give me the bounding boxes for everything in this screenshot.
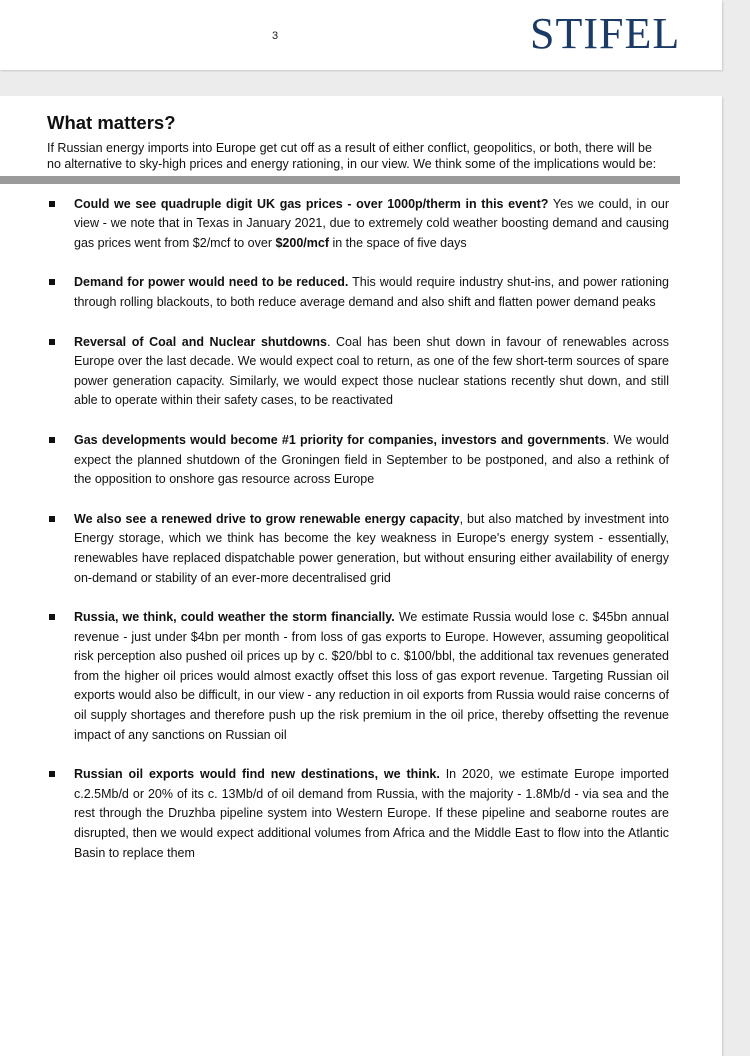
item-lead: Could we see quadruple digit UK gas prices - over 1000p/therm in this event? <box>74 196 549 211</box>
bullet-icon <box>49 516 55 522</box>
list-item <box>47 608 669 745</box>
item-lead: Russian oil exports would find new destinations, we think. <box>74 767 440 782</box>
item-text: We estimate Russia would lose c. $45bn annual revenue - just under $4bn per month - from loss of gas exports to Europe. However, assuming geopolitical risk perception also pushed oil prices up by c. $20/bbl to c. $100/bbl, the additional tax revenues generated from the higher oil prices would almost exactly offset this loss of gas export revenue. Targeting Russian oil exports would also be difficult, in our view - any reduction in oil exports from Russia would raise concerns of oil supply shortages and therefore push up the risk premium in the oil price, thereby offsetting the revenue impact of any sanctions on Russian oil <box>74 610 669 742</box>
bullet-icon <box>49 771 55 777</box>
item-lead: Reversal of Coal and Nuclear shutdowns <box>74 334 327 349</box>
item-text: In 2020, we estimate Europe imported c.2.5Mb/d or 20% of its c. 13Mb/d of oil demand from Russia, with the majority - 1.8Mb/d - via sea and the rest through the Druzhba pipeline system into Western Europe. If these pipeline and seaborne routes are disrupted, then we would expect additional volumes from Africa and the Middle East to flow into the Atlantic Basin to replace them <box>74 767 669 860</box>
item-emphasis: $200/mcf <box>275 235 329 250</box>
item-lead: Russia, we think, could weather the storm financially. <box>74 610 395 625</box>
item-lead: We also see a renewed drive to grow renewable energy capacity <box>74 511 460 526</box>
list-item <box>47 195 669 254</box>
bullet-icon <box>49 614 55 620</box>
item-text: . We would expect the planned shutdown of the Groningen field in September to be postponed, and also a rethink of the opposition to onshore gas resource across Europe <box>74 432 669 487</box>
page-number: 3 <box>272 30 279 42</box>
page-content <box>47 111 669 883</box>
previous-page-fragment <box>0 0 722 70</box>
item-text: . Coal has been shut down in favour of renewables across Europe over the last decade. We would expect coal to return, as one of the few short-term sources of spare power generation capacity. Similarly, we would expect those nuclear stations recently shut down, and still able to operate within their safety cases, to be reactivated <box>74 334 669 408</box>
bullet-icon <box>49 437 55 443</box>
bullet-icon <box>49 201 55 207</box>
item-text: in the space of five days <box>328 235 467 250</box>
list-item <box>47 765 669 863</box>
item-text: Yes we could, in our view - we note that in Texas in January 2021, due to extremely cold weather boosting demand and causing gas prices went from $2/mcf to over <box>74 196 669 250</box>
section-title: What matters? <box>47 112 176 133</box>
intro-paragraph: If Russian energy imports into Europe get cut off as a result of either conflict, geopolitics, or both, there will be no alternative to sky-high prices and energy rationing, in our view. We think some of the implications would be: <box>47 141 657 172</box>
item-lead: Gas developments would become #1 priority for companies, investors and governments <box>74 432 606 447</box>
item-lead: Demand for power would need to be reduced. <box>74 275 349 290</box>
list-item <box>47 333 669 411</box>
list-item <box>47 510 669 588</box>
bullet-icon <box>49 339 55 345</box>
implications-list <box>47 195 669 864</box>
list-item <box>47 273 669 312</box>
stifel-logo: STIFEL <box>530 9 681 58</box>
item-text: This would require industry shut-ins, and power rationing through rolling blackouts, to both reduce average demand and also shift and flatten power demand peaks <box>74 275 669 309</box>
bullet-icon <box>49 279 55 285</box>
item-text: , but also matched by investment into Energy storage, which we think has become the key weakness in Europe's energy system - essentially, renewables have replaced dispatchable power generation, but without ensuring either availability of energy on-demand or stability of an ever-more decentralised grid <box>74 511 669 585</box>
list-item <box>47 431 669 490</box>
